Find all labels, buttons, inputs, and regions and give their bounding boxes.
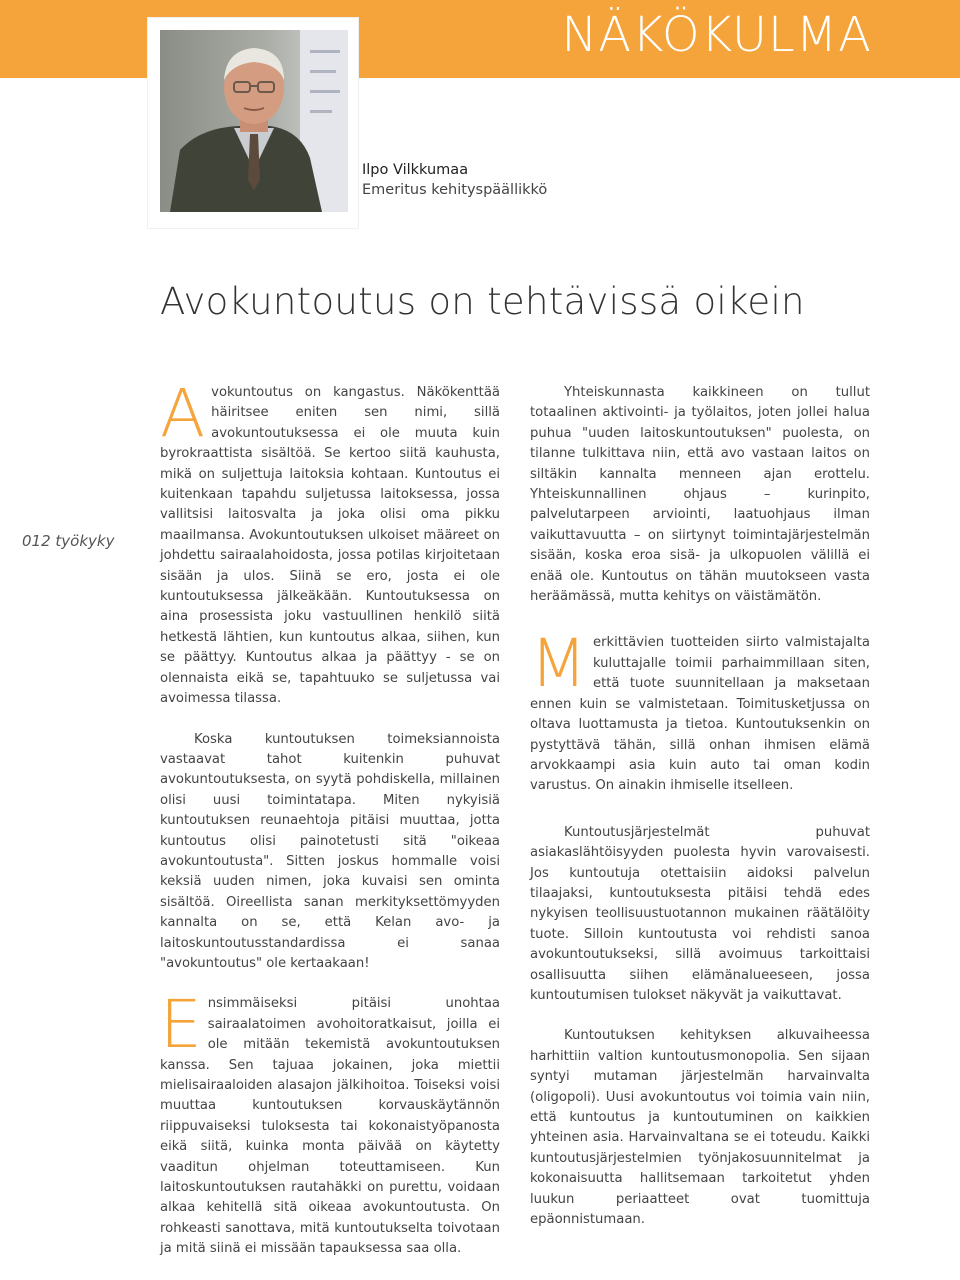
left-column [160, 375, 500, 1280]
paragraph: Yhteiskunnasta kaikkineen on tullut totaalinen aktivointi- ja työlaitos, joten jollei halua puhua "uuden laitoskuntoutuksen" puolesta, on tilanne tulkittava niin, että avo vastaan laitos on siltäkin kannalta menneen ajan erottelu. Yhteiskunnallinen ohjaus – kurinpito, palvelutarpeen arviointi, laatuohjaus ilman vaikuttavuutta – on siirtynyt toimintajärjestelmän sisään, koska eroa sisä- ja ulkopuolen välillä ei enää ole. Kuntoutus on tähän muutokseen vasta heräämässä, mutta kehitys on väistämätön. [530, 385, 870, 605]
right-column [530, 383, 870, 1250]
paragraph [530, 625, 870, 796]
paragraph-text: vokuntoutus on kangastus. Näkökenttää häiritsee eniten sen nimi, sillä avokuntoutuksessa ei ole muuta kuin byrokraattista sisältöä. Se kertoo siitä kauhusta, mikä on suljettuja laitoksia kohtaan. Kuntoutus ei kuitenkaan tapahdu suljetussa laitoksessa, jossa vallitsisi laitosvalta ja joka olisi oma pikku maailmansa. Avokuntoutuksen ulkoiset määreet on johdettu sairaalahoidosta, jossa potilas kirjoitetaan sisään ja ulos. Siinä se ero, josta ei ole kuntoutuksessa jälkeäkään. Kuntoutuksessa on aina prosessista joku vastuullinen henkilö siitä hetkestä lähtien, kun kuntoutus alkaa, siihen, kun se päättyy. Kuntoutus alkaa ja päättyy - se on olennaista eikä se, tapahtuuko se suljetussa vai avoimessa tilassa. [160, 385, 500, 707]
article-title: Avokuntoutus on tehtävissä oikein [160, 280, 805, 323]
paragraph-text: erkittävien tuotteiden siirto valmistajalta kuluttajalle toimii parhaimmillaan siten, että tuote suunnitellaan ja maksetaan ennen kuin se valmistetaan. Toimitusketjussa on oltava luottamusta ja tietoa. Kuntoutuksenkin on pystyttävä tähän, sillä onhan ihmisen elämä arvokkaampi asia kuin auto tai oman kodin varustus. On ainakin ihmiselle itselleen. [530, 635, 870, 794]
author-photo-frame [148, 18, 358, 228]
paragraph [160, 986, 500, 1259]
dropcap: A [160, 375, 206, 452]
page-sidebar-label: 012 työkyky [22, 532, 115, 550]
paragraph-text: nsimmäiseksi pitäisi unohtaa sairaalatoimen avohoitoratkaisut, joilla ei ole mitään tekemistä avokuntoutuksen kanssa. Sen tajuaa jokainen, joka miettii mielisairaaloiden alasajon jälkihoitoa. Toiseksi voisi muuttaa kuntoutuksen korvauskäytännön riippuvaiseksi tuloksesta tai kokonaistyöpanosta eikä siitä, kuinka monta päivää on käytetty vaaditun ohjelman toteuttamiseen. Kun laitoskuntoutuksen rautahäkki on purettu, voidaan alkaa kehitellä sitä oikeaa avokuntoutusta. On rohkeasti sanottava, mitä kuntoutukselta toivotaan ja mitä siinä ei missään tapauksessa saa olla. [160, 996, 500, 1257]
dropcap: E [160, 986, 202, 1064]
paragraph: Kuntoutusjärjestelmät puhuvat asiakaslähtöisyyden puolesta hyvin varovaisesti. Jos kuntoutuja otettaisiin aidoksi palvelun tilaajaksi, kuntoutuksesta pitäisi tehdä edes nykyisen teollisuustuotannon mukainen räätälöity tuote. Silloin kuntoutusta voi rehdisti sanoa avokuntoutukseksi, sillä avoimuus tarkoittaisi osallisuutta siihen elämänalueeseen, jossa kuntoutumisen tulokset näkyvät ja vaikuttavat. [530, 824, 870, 1003]
paragraph: Kuntoutuksen kehityksen alkuvaiheessa harhittiin valtion kuntoutusmonopolia. Sen sijaan syntyi mutaman järjestelmän harvainvalta (oligopoli). Uusi avokuntoutus voi toimia vain niin, että kuntoutus ja kuntoutuminen on kaikkien yhteinen asia. Harvainvaltana se ei toteudu. Kaikki kuntoutusjärjestelmien työnjakosuunnitelmat ja kokonaisuutta hallitsemaan tarkoitetut yhden luukun periaatteet ovat tuomittuja epäonnistumaan. [530, 1028, 870, 1228]
author-photo [160, 30, 348, 212]
author-role: Emeritus kehityspäällikkö [362, 182, 548, 198]
author-block [362, 160, 547, 200]
section-label: NÄKÖKULMA [561, 7, 872, 63]
author-name: Ilpo Vilkkumaa [362, 162, 469, 178]
dropcap: M [530, 625, 587, 703]
paragraph [160, 375, 500, 710]
paragraph: Koska kuntoutuksen toimeksiannoista vastaavat tahot kuitenkin puhuvat avokuntoutuksesta, on syytä pohdiskella, millainen olisi uusi toimintatapa. Miten nykyisiä kuntoutuksen reunaehtoja pitäisi muuttaa, jotta kuntoutus olisi painotetusti sitä "oikeaa avokuntoutusta". Sitten joskus hommalle voisi keksiä uuden nimen, joka kuvaisi sen ominta sisältöä. Oireellista sanan merkityksettömyyden kannalta on se, että Kelan avo- ja laitoskuntoutusstandardissa ei sanaa "avokuntoutus" ole kertaakaan! [160, 731, 500, 971]
